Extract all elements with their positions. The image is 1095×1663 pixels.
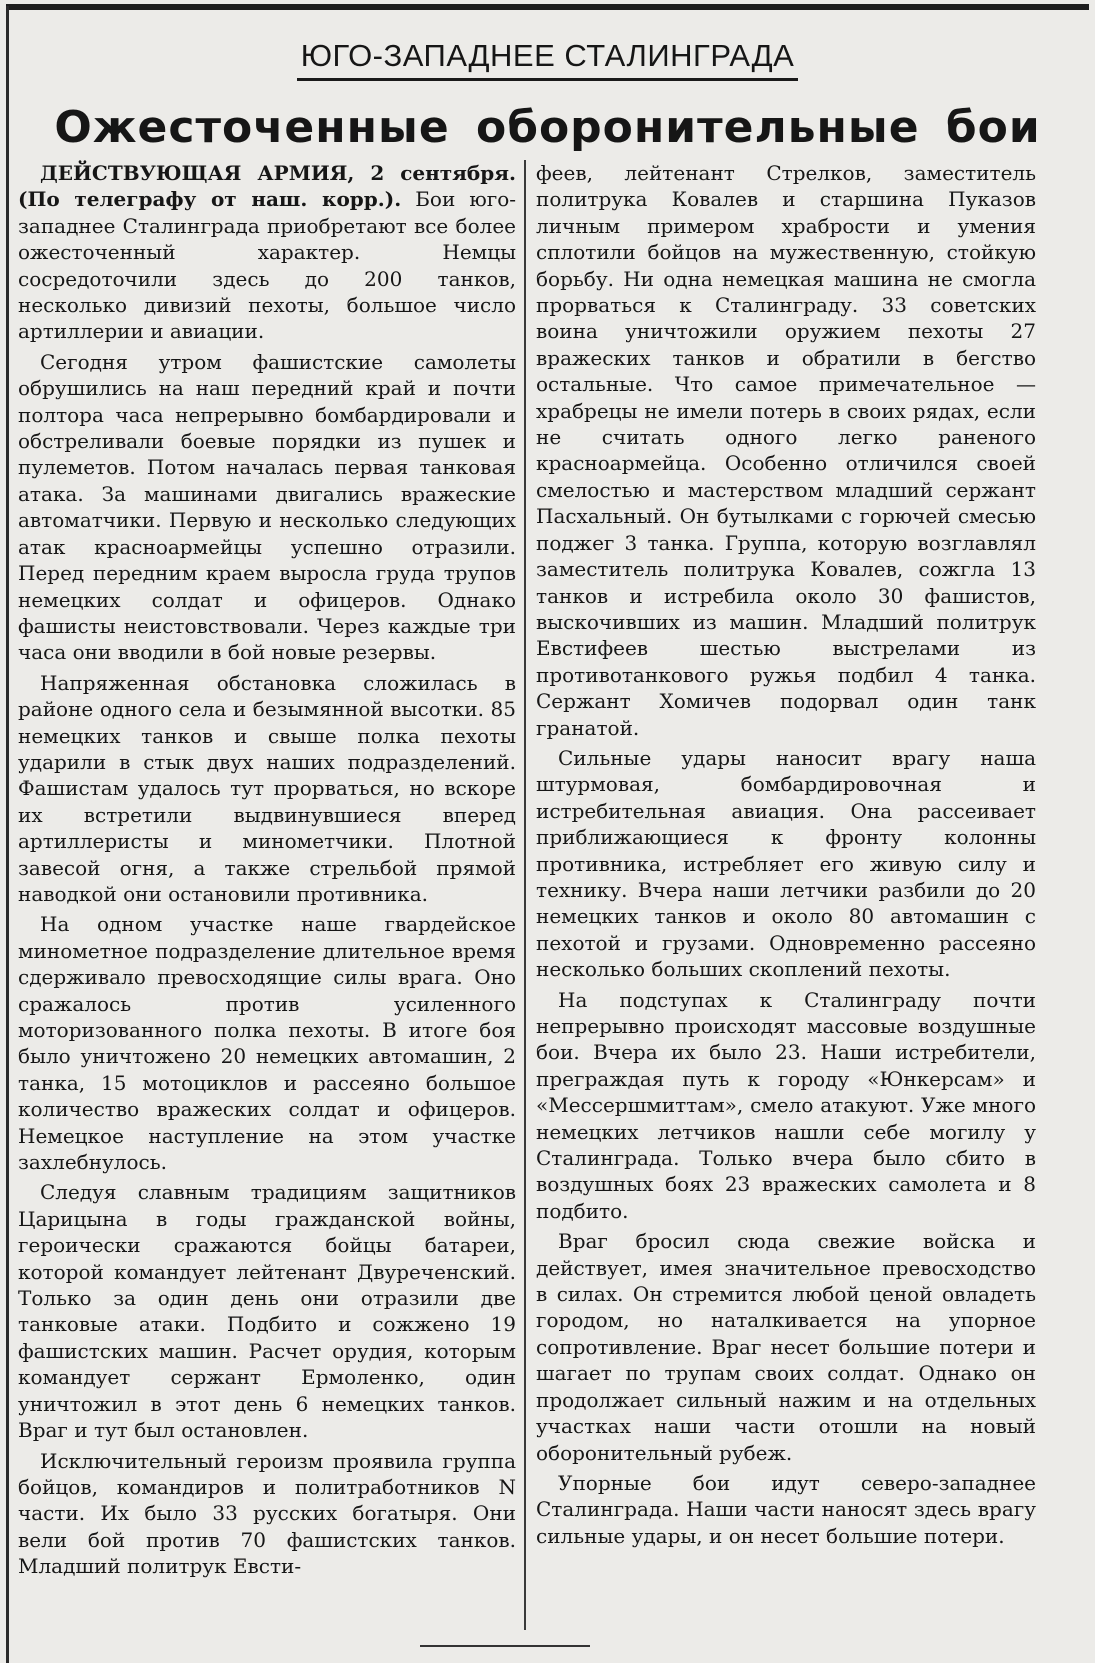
article-paragraph: Сильные удары наносит врагу наша штурмовая, бомбардировочная и истребительная авиация. Она рассеивает приближающиеся к фронту колонны противника, истребляет его живую силу и технику. Вчера наши летчики разбили до 20 немецких танков и около 80 автомашин с пехотой и грузами. Одновременно рассеяно несколько больших скоплений пехоты. [536, 745, 1036, 982]
article-paragraph: Сегодня утром фашистские самолеты обрушились на наш передний край и почти полтора часа непрерывно бомбардировали и обстреливали боевые порядки из пушек и пулеметов. Потом началась первая танковая атака. За машинами двигались вражеские автоматчики. Первую и несколько следующих атак красноармейцы успешно отразили. Перед передним краем выросла груда трупов немецких солдат и офицеров. Однако фашисты неистовствовали. Через каждые три часа они вводили в бой новые резервы. [18, 349, 516, 665]
dateline: ДЕЙСТВУЮЩАЯ АРМИЯ, 2 сентября. (По телеграфу от наш. корр.). [18, 161, 516, 212]
article-paragraph: Упорные бои идут северо-западнее Сталинграда. Наши части наносят здесь врагу сильные удары, и он несет большие потери. [536, 1470, 1036, 1548]
left-border-rule [6, 6, 9, 1663]
article-paragraph: Исключительный героизм проявила группа бойцов, командиров и политработников N части. Их было 33 русских богатыря. Они вели бой против 70 фашистских танков. Младший политрук Евсти- [18, 1448, 516, 1579]
left-column [18, 160, 516, 1580]
article-paragraph: Напряженная обстановка сложилась в районе одного села и безымянной высотки. 85 немецких танков и свыше полка пехоты ударили в стык двух наших подразделений. Фашистам удалось тут прорваться, но вскоре их встретили выдвинувшиеся вперед артиллеристы и минометчики. Плотной завесой огня, а также стрельбой прямой наводкой они остановили противника. [18, 670, 516, 906]
section-rubric [0, 38, 1095, 81]
article-paragraph: Следуя славным традициям защитников Царицына в годы гражданской войны, героически сражаются бойцы батареи, которой командует лейтенант Двуреченский. Только за один день они отразили две танковые атаки. Подбито и сожжено 19 фашистских машин. Расчет орудия, которым командует сержант Ермоленко, один уничтожил в этот день 6 немецких танков. Враг и тут был остановлен. [18, 1180, 516, 1443]
top-border-rule [6, 4, 1089, 10]
article-paragraph: На одном участке наше гвардейское минометное подразделение длительное время сдерживало превосходящие силы врага. Оно сражалось против усиленного моторизованного полка пехоты. В итоге боя было уничтожено 20 немецких автомашин, 2 танка, 15 мотоциклов и рассеяно большое количество вражеских солдат и офицеров. Немецкое наступление на этом участке захлебнулось. [18, 912, 516, 1175]
article-paragraph-continued: феев, лейтенант Стрелков, заместитель политрука Ковалев и старшина Пуказов личным примером храбрости и умения сплотили бойцов на мужественную, стойкую борьбу. Ни одна немецкая машина не смогла прорваться к Сталинграду. 33 советских воина уничтожили оружием пехоты 27 вражеских танков и обратили в бегство остальные. Что самое примечательное — храбрецы не имели потерь в своих рядах, если не считать одного легко раненого красноармейца. Особенно отличился своей смелостью и мастерством младший сержант Пасхальный. Он бутылками с горючей смесью поджег 3 танка. Группа, которую возглавлял заместитель политрука Ковалев, сожгла 13 танков и истребила около 30 фашистов, выскочивших из машин. Младший политрук Евстифеев шестью выстрелами из противотанкового ружья подбил 4 танка. Сержант Хомичев подорвал один танк гранатой. [536, 161, 1036, 740]
paragraph-text: Бои юго-западнее Сталинграда приобретают все более ожесточенный характер. Немцы сосредоточили здесь до 200 танков, несколько дивизий пехоты, большое число артиллерии и авиации. [18, 187, 517, 344]
right-column [536, 160, 1036, 1549]
article-paragraph: На подступах к Сталинграду почти непрерывно происходят массовые воздушные бои. Вчера их было 23. Наши истребители, преграждая путь к городу «Юнкерсам» и «Мессершмиттам», смело атакуют. Уже много немецких летчиков нашли себе могилу у Сталинграда. Только вчера было сбито в воздушных боях 23 вражеских самолета и 8 подбито. [536, 987, 1036, 1223]
rubric-text: ЮГО-ЗАПАДНЕЕ СТАЛИНГРАДА [297, 38, 799, 81]
article-headline: Ожесточенные оборонительные бои [54, 102, 1041, 153]
article-paragraph: Враг бросил сюда свежие войска и действует, имея значительное превосходство в силах. Он стремится любой ценой овладеть городом, но наталкивается на упорное сопротивление. Враг несет большие потери и шагает по трупам своих солдат. Однако он продолжает сильный нажим и на отдельных участках наши части отошли на новый оборонительный рубеж. [536, 1229, 1036, 1465]
column-divider [524, 160, 526, 1630]
article-paragraph [18, 160, 516, 345]
bottom-separator-rule [420, 1645, 590, 1647]
